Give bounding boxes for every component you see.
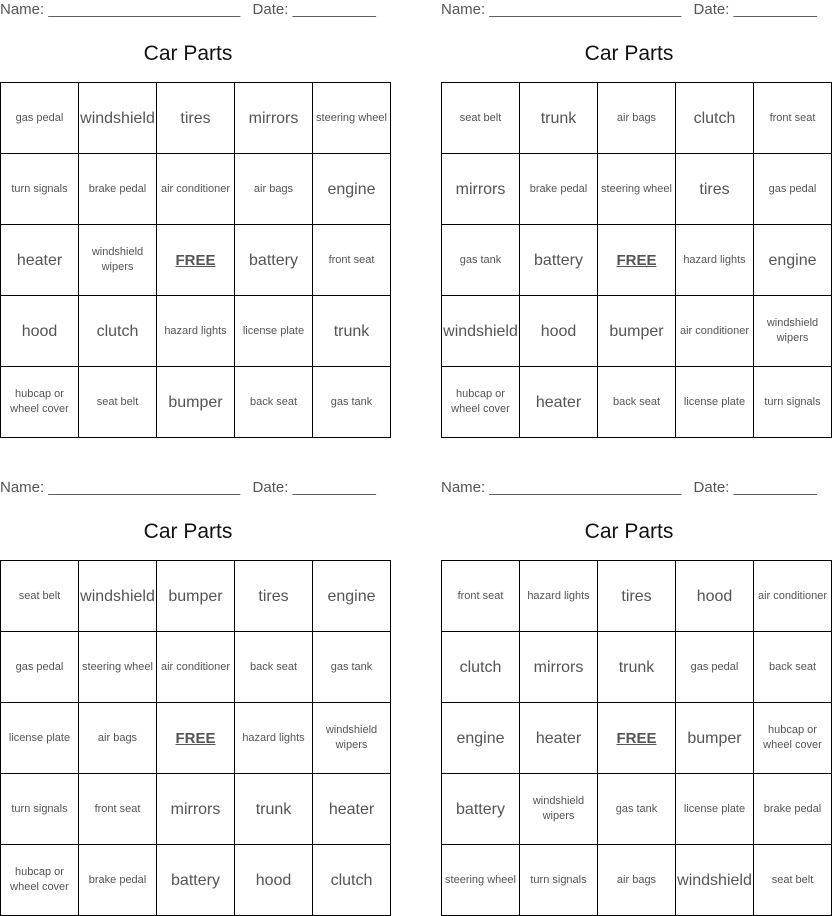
grid-row xyxy=(442,845,832,916)
bingo-cell: heater xyxy=(313,774,391,845)
date-field: Date: __________ xyxy=(693,1,817,18)
bingo-cell: license plate xyxy=(676,774,754,845)
bingo-cell: hubcap or wheel cover xyxy=(442,367,520,438)
grid-row xyxy=(442,703,832,774)
grid-row xyxy=(442,225,832,296)
grid-row xyxy=(1,703,391,774)
bingo-cell: trunk xyxy=(598,632,676,703)
bingo-cell: windshield xyxy=(79,561,157,632)
bingo-cell: front seat xyxy=(79,774,157,845)
bingo-cell: air conditioner xyxy=(157,154,235,225)
bingo-cell: battery xyxy=(157,845,235,916)
bingo-cell: clutch xyxy=(79,296,157,367)
bingo-cell: tires xyxy=(676,154,754,225)
bingo-cell: license plate xyxy=(235,296,313,367)
date-field: Date: __________ xyxy=(252,1,376,18)
bingo-cell: air conditioner xyxy=(157,632,235,703)
bingo-cell: hood xyxy=(1,296,79,367)
bingo-cell: seat belt xyxy=(79,367,157,438)
card-title: Car Parts xyxy=(143,520,233,543)
bingo-cell: air conditioner xyxy=(754,561,832,632)
bingo-cell: front seat xyxy=(442,561,520,632)
bingo-cell: air bags xyxy=(598,845,676,916)
bingo-cell: gas tank xyxy=(313,367,391,438)
bingo-cell: turn signals xyxy=(1,154,79,225)
grid-row xyxy=(1,367,391,438)
bingo-cell: battery xyxy=(442,774,520,845)
bingo-cell: engine xyxy=(754,225,832,296)
bingo-cell: gas pedal xyxy=(754,154,832,225)
bingo-cell: clutch xyxy=(313,845,391,916)
bingo-grid xyxy=(0,560,391,916)
bingo-cell: gas pedal xyxy=(676,632,754,703)
bingo-cell: windshield wipers xyxy=(520,774,598,845)
grid-row xyxy=(1,632,391,703)
grid-row xyxy=(1,774,391,845)
bingo-cell: hazard lights xyxy=(520,561,598,632)
bingo-cell: windshield xyxy=(676,845,754,916)
grid-row xyxy=(442,632,832,703)
bingo-cell: back seat xyxy=(754,632,832,703)
bingo-cell: hazard lights xyxy=(676,225,754,296)
grid-row xyxy=(442,154,832,225)
bingo-cell: steering wheel xyxy=(313,83,391,154)
bingo-cell: steering wheel xyxy=(442,845,520,916)
grid-row xyxy=(442,561,832,632)
bingo-cell: gas tank xyxy=(598,774,676,845)
bingo-cell: bumper xyxy=(157,561,235,632)
bingo-cell: air bags xyxy=(235,154,313,225)
bingo-cell: mirrors xyxy=(442,154,520,225)
bingo-grid xyxy=(441,560,832,916)
grid-row xyxy=(1,561,391,632)
bingo-cell: trunk xyxy=(235,774,313,845)
free-space-cell: FREE xyxy=(157,703,235,774)
card-title: Car Parts xyxy=(584,520,674,543)
bingo-grid xyxy=(441,82,832,438)
grid-row xyxy=(442,774,832,845)
bingo-cell: license plate xyxy=(1,703,79,774)
grid-row xyxy=(442,83,832,154)
bingo-cell: air bags xyxy=(79,703,157,774)
bingo-cell: air bags xyxy=(598,83,676,154)
grid-row xyxy=(1,83,391,154)
card-header xyxy=(441,0,817,20)
bingo-cell: turn signals xyxy=(754,367,832,438)
bingo-cell: back seat xyxy=(235,367,313,438)
bingo-cell: air conditioner xyxy=(676,296,754,367)
grid-row xyxy=(1,225,391,296)
card-title: Car Parts xyxy=(143,42,233,65)
bingo-cell: seat belt xyxy=(442,83,520,154)
bingo-cell: engine xyxy=(442,703,520,774)
bingo-cell: trunk xyxy=(520,83,598,154)
bingo-cell: engine xyxy=(313,154,391,225)
card-title: Car Parts xyxy=(584,42,674,65)
card-header xyxy=(0,0,376,20)
name-field: Name: _______________________ xyxy=(441,479,682,496)
bingo-grid xyxy=(0,82,391,438)
bingo-cell: windshield wipers xyxy=(79,225,157,296)
name-field: Name: _______________________ xyxy=(0,1,241,18)
bingo-cell: heater xyxy=(520,367,598,438)
bingo-cell: hood xyxy=(520,296,598,367)
bingo-cell: battery xyxy=(520,225,598,296)
bingo-cell: gas tank xyxy=(442,225,520,296)
bingo-cell: hood xyxy=(676,561,754,632)
free-space-cell: FREE xyxy=(157,225,235,296)
bingo-cell: steering wheel xyxy=(79,632,157,703)
bingo-cell: brake pedal xyxy=(79,154,157,225)
name-field: Name: _______________________ xyxy=(441,1,682,18)
grid-row xyxy=(1,845,391,916)
bingo-cell: gas pedal xyxy=(1,632,79,703)
bingo-cell: hubcap or wheel cover xyxy=(1,367,79,438)
grid-row xyxy=(1,296,391,367)
bingo-cell: trunk xyxy=(313,296,391,367)
bingo-cell: engine xyxy=(313,561,391,632)
bingo-cell: turn signals xyxy=(520,845,598,916)
bingo-cell: brake pedal xyxy=(79,845,157,916)
name-field: Name: _______________________ xyxy=(0,479,241,496)
bingo-cell: brake pedal xyxy=(520,154,598,225)
bingo-cell: seat belt xyxy=(754,845,832,916)
bingo-cell: brake pedal xyxy=(754,774,832,845)
bingo-cell: mirrors xyxy=(235,83,313,154)
bingo-cell: front seat xyxy=(754,83,832,154)
bingo-cell: clutch xyxy=(676,83,754,154)
bingo-cell: windshield wipers xyxy=(313,703,391,774)
bingo-cell: tires xyxy=(157,83,235,154)
bingo-cell: gas pedal xyxy=(1,83,79,154)
bingo-cell: steering wheel xyxy=(598,154,676,225)
free-space-cell: FREE xyxy=(598,703,676,774)
bingo-cell: hubcap or wheel cover xyxy=(754,703,832,774)
bingo-cell: clutch xyxy=(442,632,520,703)
bingo-cell: tires xyxy=(598,561,676,632)
bingo-cell: hood xyxy=(235,845,313,916)
bingo-cell: license plate xyxy=(676,367,754,438)
date-field: Date: __________ xyxy=(693,479,817,496)
bingo-cell: windshield xyxy=(79,83,157,154)
bingo-cell: gas tank xyxy=(313,632,391,703)
bingo-cell: hubcap or wheel cover xyxy=(1,845,79,916)
bingo-cell: mirrors xyxy=(157,774,235,845)
card-header xyxy=(0,478,376,498)
grid-row xyxy=(442,296,832,367)
bingo-cell: battery xyxy=(235,225,313,296)
bingo-cell: hazard lights xyxy=(157,296,235,367)
card-header xyxy=(441,478,817,498)
bingo-cell: turn signals xyxy=(1,774,79,845)
bingo-cell: tires xyxy=(235,561,313,632)
bingo-cell: front seat xyxy=(313,225,391,296)
bingo-cell: heater xyxy=(1,225,79,296)
bingo-cell: windshield wipers xyxy=(754,296,832,367)
bingo-cell: hazard lights xyxy=(235,703,313,774)
bingo-cell: seat belt xyxy=(1,561,79,632)
grid-row xyxy=(1,154,391,225)
bingo-cell: bumper xyxy=(157,367,235,438)
bingo-cell: back seat xyxy=(598,367,676,438)
bingo-cell: bumper xyxy=(676,703,754,774)
bingo-cell: windshield xyxy=(442,296,520,367)
bingo-cell: back seat xyxy=(235,632,313,703)
bingo-cell: bumper xyxy=(598,296,676,367)
bingo-cell: heater xyxy=(520,703,598,774)
grid-row xyxy=(442,367,832,438)
free-space-cell: FREE xyxy=(598,225,676,296)
date-field: Date: __________ xyxy=(252,479,376,496)
bingo-cell: mirrors xyxy=(520,632,598,703)
